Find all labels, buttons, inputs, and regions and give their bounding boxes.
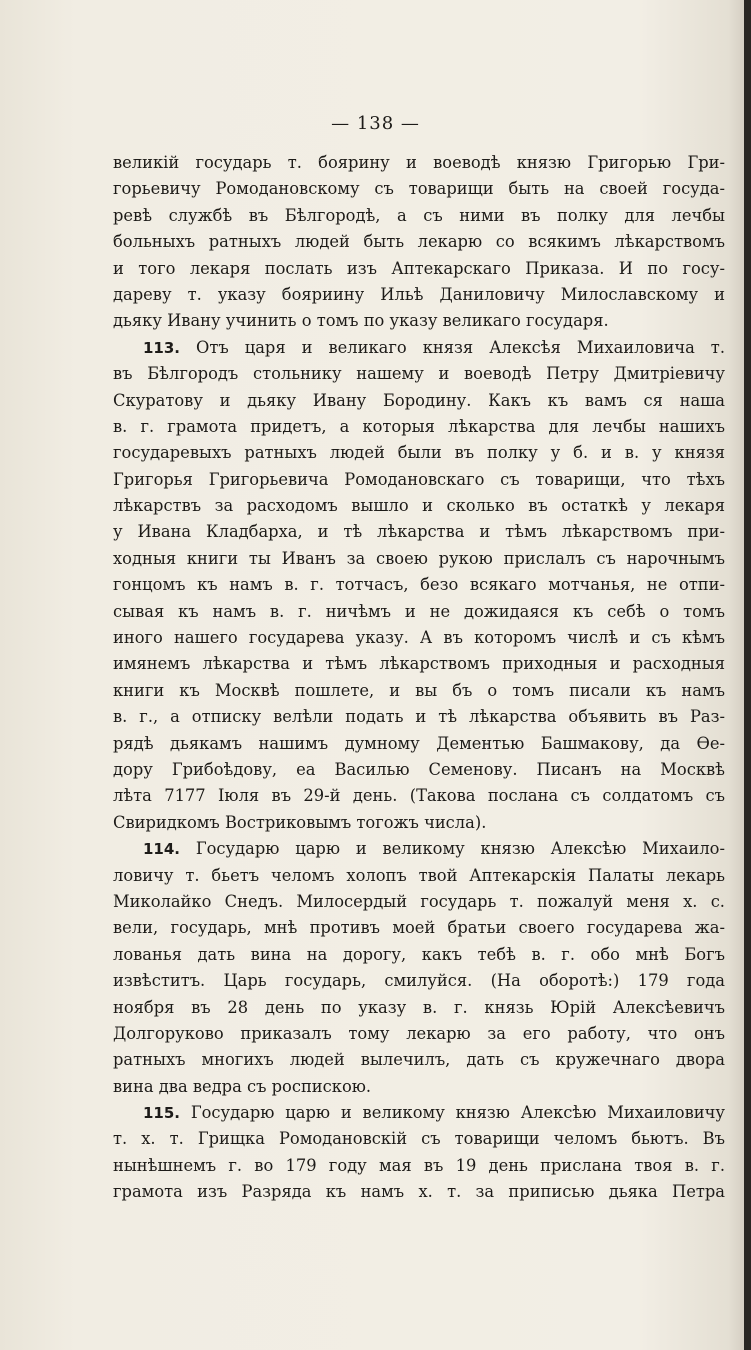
line-text: великій государь т. боярину и воеводѣ князю Григорью Гри-: [113, 153, 725, 172]
text-line: [113, 440, 725, 466]
text-line: [113, 467, 725, 493]
line-text: дьяку Ивану учинить о томъ по указу великаго государя.: [113, 311, 609, 331]
line-text: в. г. грамота придетъ, а которыя лѣкарства для лечбы нашихъ: [113, 416, 725, 436]
line-text: гонцомъ къ намъ в. г. тотчасъ, безо всякаго мотчанья, не отпи-: [113, 575, 725, 595]
document-number: 114.: [143, 840, 181, 859]
paragraph-start-line: [113, 1100, 725, 1126]
text-line: [113, 995, 725, 1021]
text-line: [113, 704, 725, 730]
line-text: сывая къ намъ в. г. ничѣмъ и не дожидаяся къ себѣ о томъ: [113, 601, 725, 621]
text-line: [113, 519, 725, 545]
text-line: [113, 757, 725, 783]
line-text: Скуратову и дьяку Ивану Бородину. Какъ къ вамъ ся наша: [113, 390, 725, 410]
text-line: [113, 256, 725, 282]
line-text: вина два ведра съ роспискою.: [113, 1076, 372, 1096]
document-number: 115.: [143, 1104, 181, 1123]
line-text: иного нашего государева указу. А въ которомъ числѣ и съ кѣмъ: [113, 628, 725, 648]
paragraph-start-line: [113, 836, 725, 862]
text-line: [113, 810, 725, 836]
line-text: т. х. т. Грищка Ромодановскій съ товарищи челомъ бьютъ. Въ: [113, 1129, 725, 1149]
document-number: 113.: [143, 338, 181, 357]
text-line: [113, 863, 725, 889]
line-text: Григорья Григорьевича Ромодановскаго съ товарищи, что тѣхъ: [113, 469, 725, 489]
text-line: [113, 229, 725, 255]
line-text: грамота изъ Разряда къ намъ х. т. за приписью дьяка Петра: [113, 1182, 725, 1202]
line-text: ходныя книги ты Иванъ за своею рукою прислалъ съ нарочнымъ: [113, 548, 725, 568]
line-text: лованья дать вина на дорогу, какъ тебѣ в. г. обо мнѣ Богъ: [113, 944, 725, 964]
line-text: Государю царю и великому князю Алексѣю Михаило-: [195, 839, 725, 859]
text-line: [113, 1021, 725, 1047]
text-line: [113, 572, 725, 598]
line-text: рядѣ дьякамъ нашимъ думному Дементью Башмакову, да Ѳе-: [113, 733, 725, 753]
text-line: [113, 361, 725, 387]
line-text: вели, государь, мнѣ противъ моей братьи своего государева жа-: [113, 918, 725, 938]
line-text: Миколайко Снедъ. Милосердый государь т. пожалуй меня х. с.: [113, 891, 725, 911]
line-text: Долгоруково приказалъ тому лекарю за его работу, что онъ: [113, 1023, 725, 1043]
text-line: [113, 1126, 725, 1152]
page-edge-shadow: [744, 0, 751, 1350]
text-line: [113, 1153, 725, 1179]
line-text: у Ивана Кладбарха, и тѣ лѣкарства и тѣмъ лѣкарствомъ при-: [113, 522, 725, 542]
line-text: извѣститъ. Царь государь, смилуйся. (На оборотѣ:) 179 года: [113, 971, 725, 991]
line-text: ловичу т. бьетъ челомъ холопъ твой Аптекарскія Палаты лекарь: [113, 865, 725, 885]
line-text: больныхъ ратныхъ людей быть лекарю со всякимъ лѣкарствомъ: [113, 232, 725, 252]
line-text: ноября въ 28 день по указу в. г. князь Юрій Алексѣевичъ: [113, 997, 725, 1017]
line-text: в. г., а отписку велѣли подать и тѣ лѣкарства объявить въ Раз-: [113, 707, 725, 727]
text-line: [113, 150, 725, 176]
text-line: [113, 203, 725, 229]
text-line: [113, 625, 725, 651]
text-line: [113, 1179, 725, 1205]
text-line: [113, 493, 725, 519]
text-line: [113, 1074, 725, 1100]
text-line: [113, 731, 725, 757]
page-number: — 138 —: [331, 113, 420, 134]
line-text: государевыхъ ратныхъ людей были въ полку у б. и в. у князя: [113, 443, 725, 463]
body-text: [113, 150, 725, 1206]
line-text: ревѣ службѣ въ Бѣлгородѣ, а съ ними въ полку для лечбы: [113, 205, 725, 225]
text-line: [113, 968, 725, 994]
paragraph-start-line: [113, 335, 725, 361]
text-line: [113, 889, 725, 915]
line-text: Отъ царя и великаго князя Алексѣя Михаиловича т.: [196, 337, 725, 357]
text-line: [113, 599, 725, 625]
line-text: книги къ Москвѣ пошлете, и вы бъ о томъ писали къ намъ: [113, 680, 725, 700]
line-text: и того лекаря послать изъ Аптекарскаго Приказа. И по госу-: [113, 258, 725, 278]
text-line: [113, 651, 725, 677]
line-text: горьевичу Ромодановскому съ товарищи быть на своей госуда-: [113, 179, 725, 199]
text-line: [113, 282, 725, 308]
text-line: [113, 915, 725, 941]
line-text: Государю царю и великому князю Алексѣю Михаиловичу: [190, 1103, 725, 1123]
line-text: имянемъ лѣкарства и тѣмъ лѣкарствомъ приходныя и расходныя: [113, 654, 725, 674]
text-line: [113, 388, 725, 414]
text-line: [113, 546, 725, 572]
line-text: въ Бѣлгородъ стольнику нашему и воеводѣ Петру Дмитріевичу: [113, 364, 725, 384]
text-line: [113, 783, 725, 809]
line-text: дареву т. указу бояриину Ильѣ Даниловичу Милославскому и: [113, 284, 725, 304]
text-line: [113, 678, 725, 704]
line-text: дору Грибоѣдову, еа Василью Семенову. Писанъ на Москвѣ: [113, 759, 725, 779]
line-text: Свиридкомъ Востриковымъ тогожъ числа).: [113, 812, 487, 832]
line-text: ратныхъ многихъ людей вылечилъ, дать съ кружечнаго двора: [113, 1050, 725, 1070]
text-line: [113, 414, 725, 440]
text-line: [113, 308, 725, 334]
text-line: [113, 176, 725, 202]
text-line: [113, 1047, 725, 1073]
line-text: нынѣшнемъ г. во 179 году мая въ 19 день прислана твоя в. г.: [113, 1155, 725, 1175]
line-text: лѣкарствъ за расходомъ вышло и сколько въ остаткѣ у лекаря: [113, 496, 725, 516]
line-text: лѣта 7177 Іюля въ 29-й день. (Такова послана съ солдатомъ съ: [113, 786, 725, 806]
text-line: [113, 942, 725, 968]
